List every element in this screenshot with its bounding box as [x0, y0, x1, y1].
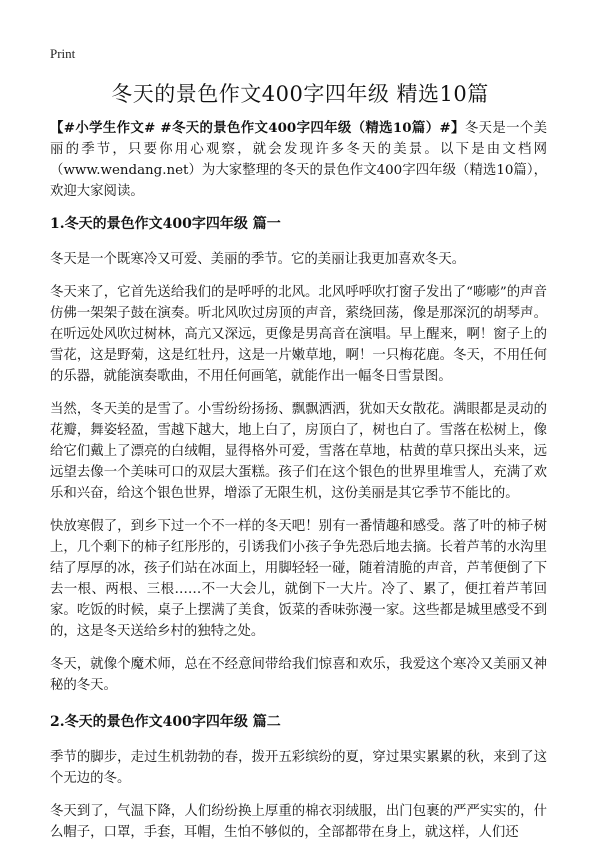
article-body	[50, 118, 547, 855]
section-heading-1: 1.冬天的景色作文400字四年级 篇一	[50, 216, 281, 232]
intro-lead: 【#小学生作文# #冬天的景色作文400字四年级（精选10篇）#】	[50, 120, 465, 136]
paragraph: 当然，冬天美的是雪了。小雪纷纷扬扬、飘飘洒洒，犹如天女散花。满眼都是灵动的花瓣，舞姿轻盈，雪越下越大，地上白了，房顶白了，树也白了。雪落在松树上，像给它们戴上了漂亮的白绒帽，显得格外可爱，雪落在草地，枯黄的草只探出头来，远远望去像一个美味可口的双层大蛋糕。孩子们在这个银色的世界里堆雪人，充满了欢乐和兴奋，给这个银色世界，增添了无限生机，这份美丽是其它季节不能比的。	[50, 402, 547, 501]
paragraph: 冬天来了，它首先送给我们的是呼呼的北风。北风呼呼吹打窗子发出了“嘭嘭”的声音仿佛一架架子鼓在演奏。听北风吹过房顶的声音，萦绕回荡，像是那深沉的胡琴声。在听远处风吹过树林，高亢又深远，更像是男高音在演唱。早上醒来，啊！窗子上的雪花，这是野菊，这是红牡丹，这是一片嫩草地，啊！一只梅花鹿。冬天，不用任何的乐器，就能演奏歌曲，不用任何画笔，就能作出一幅冬日雪景图。	[50, 285, 547, 384]
section-heading-2: 2.冬天的景色作文400字四年级 篇二	[50, 714, 281, 730]
paragraph: 冬天是一个既寒冷又可爱、美丽的季节。它的美丽让我更加喜欢冬天。	[50, 252, 466, 267]
document-title: 冬天的景色作文400字四年级 精选10篇	[111, 82, 489, 106]
paragraph: 冬天，就像个魔术师，总在不经意间带给我们惊喜和欢乐，我爱这个寒冷又美丽又神秘的冬天。	[50, 657, 547, 693]
paragraph: 快放寒假了，到乡下过一个不一样的冬天吧！别有一番情趣和感受。落了叶的柿子树上，几个剩下的柿子红彤彤的，引诱我们小孩子争先恐后地去摘。长着芦苇的水沟里结了厚厚的冰，孩子们站在冰面上，用脚轻轻一碰，随着清脆的声音，芦苇便倒了下去一根、两根、三根……不一大会儿，就倒下一大片。冷了、累了，便扛着芦苇回家。吃饭的时候，桌子上摆满了美食，饭菜的香味弥漫一家。这些都是城里感受不到的，这是冬天送给乡村的独特之处。	[50, 519, 547, 639]
print-link[interactable]: Print	[50, 46, 76, 61]
paragraph: 季节的脚步，走过生机勃勃的春，拨开五彩缤纷的夏，穿过果实累累的秋，来到了这个无边的冬。	[50, 750, 547, 786]
paragraph: 冬天到了，气温下降，人们纷纷换上厚重的棉衣羽绒服，出门包裹的严严实实的，什么帽子，口罩，手套，耳帽，生怕不够似的，全部都带在身上，就这样，人们还	[50, 804, 547, 840]
intro-text: 冬天是一个美丽的季节，只要你用心观察，就会发现许多冬天的美景。以下是由文档网（www.wendang.net）为大家整理的冬天的景色作文400字四年级（精选10篇），欢迎大家阅读。	[50, 121, 547, 199]
intro-paragraph	[50, 118, 547, 202]
